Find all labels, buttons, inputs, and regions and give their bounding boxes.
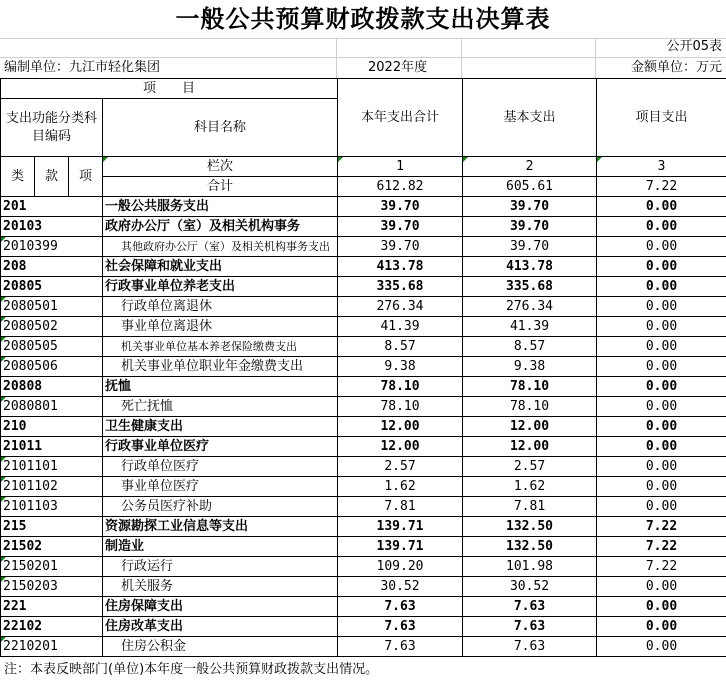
row-basic: 2.57 <box>463 457 597 477</box>
row-basic: 30.52 <box>463 577 597 597</box>
row-subject-name: 事业单位离退休 <box>103 317 338 337</box>
row-total: 41.39 <box>338 317 463 337</box>
table-row <box>1 197 726 217</box>
fiscal-year: 2022年度 <box>368 60 428 75</box>
table-row <box>1 457 726 477</box>
row-subject-name: 住房保障支出 <box>103 597 338 617</box>
row-subject-name: 机关事业单位职业年金缴费支出 <box>103 357 338 377</box>
form-number: 公开05表 <box>666 39 722 54</box>
reporting-unit: 编制单位：九江市轻化集团 <box>4 60 161 75</box>
row-basic: 12.00 <box>463 437 597 457</box>
amount-unit: 金额单位：万元 <box>630 60 722 75</box>
row-code: 201 <box>1 197 103 217</box>
row-project: 0.00 <box>597 277 726 297</box>
table-row <box>1 277 726 297</box>
row-project: 0.00 <box>597 337 726 357</box>
row-basic: 335.68 <box>463 277 597 297</box>
row-basic: 8.57 <box>463 337 597 357</box>
row-project: 0.00 <box>597 577 726 597</box>
row-code: 215 <box>1 517 103 537</box>
row-project: 0.00 <box>597 617 726 637</box>
row-subject-name: 资源勘探工业信息等支出 <box>103 517 338 537</box>
row-project: 0.00 <box>597 377 726 397</box>
row-subject-name: 社会保障和就业支出 <box>103 257 338 277</box>
row-basic: 132.50 <box>463 517 597 537</box>
row-project: 7.22 <box>597 557 726 577</box>
row-total: 276.34 <box>338 297 463 317</box>
column-number-1: 1 <box>338 157 463 177</box>
row-code: 2080502 <box>1 317 103 337</box>
row-code: 21011 <box>1 437 103 457</box>
row-code: 221 <box>1 597 103 617</box>
header-lei: 类 <box>1 157 35 197</box>
table-row <box>1 317 726 337</box>
row-code: 22102 <box>1 617 103 637</box>
header-col-project: 项目支出 <box>597 79 726 157</box>
header-row-item <box>1 79 726 99</box>
row-basic: 1.62 <box>463 477 597 497</box>
row-code: 2210201 <box>1 637 103 657</box>
row-code: 2101102 <box>1 477 103 497</box>
table-row <box>1 357 726 377</box>
row-total: 413.78 <box>338 257 463 277</box>
header-lanci: 栏次 <box>103 157 338 177</box>
row-basic: 7.63 <box>463 617 597 637</box>
row-basic: 276.34 <box>463 297 597 317</box>
row-total: 7.63 <box>338 637 463 657</box>
row-total: 8.57 <box>338 337 463 357</box>
table-row <box>1 297 726 317</box>
table-row <box>1 637 726 657</box>
row-code: 210 <box>1 417 103 437</box>
row-total: 39.70 <box>338 197 463 217</box>
row-total: 30.52 <box>338 577 463 597</box>
row-code: 2080505 <box>1 337 103 357</box>
row-total: 335.68 <box>338 277 463 297</box>
total-label: 合计 <box>103 177 338 197</box>
row-project: 0.00 <box>597 397 726 417</box>
row-total: 9.38 <box>338 357 463 377</box>
column-number-2: 2 <box>463 157 597 177</box>
expenditure-table <box>0 78 726 657</box>
row-subject-name: 行政单位离退休 <box>103 297 338 317</box>
row-project: 0.00 <box>597 637 726 657</box>
row-project: 0.00 <box>597 597 726 617</box>
row-subject-name: 住房改革支出 <box>103 617 338 637</box>
row-code: 20103 <box>1 217 103 237</box>
row-subject-name: 行政事业单位医疗 <box>103 437 338 457</box>
table-row <box>1 417 726 437</box>
row-basic: 78.10 <box>463 397 597 417</box>
row-project: 0.00 <box>597 437 726 457</box>
table-row <box>1 397 726 417</box>
row-basic: 101.98 <box>463 557 597 577</box>
row-project: 0.00 <box>597 477 726 497</box>
row-subject-name: 机关事业单位基本养老保险缴费支出 <box>103 337 338 357</box>
row-project: 0.00 <box>597 317 726 337</box>
total-row <box>1 177 726 197</box>
total-project: 7.22 <box>597 177 726 197</box>
row-total: 139.71 <box>338 517 463 537</box>
footnote: 注：本表反映部门(单位)本年度一般公共预算财政拨款支出情况。 <box>4 662 379 677</box>
row-subject-name: 政府办公厅（室）及相关机构事务 <box>103 217 338 237</box>
row-code: 20805 <box>1 277 103 297</box>
row-code: 20808 <box>1 377 103 397</box>
row-basic: 12.00 <box>463 417 597 437</box>
header-kuan: 款 <box>35 157 69 197</box>
row-total: 7.63 <box>338 617 463 637</box>
table-row <box>1 437 726 457</box>
row-total: 7.81 <box>338 497 463 517</box>
row-subject-name: 行政事业单位养老支出 <box>103 277 338 297</box>
row-total: 1.62 <box>338 477 463 497</box>
row-total: 109.20 <box>338 557 463 577</box>
header-func-code: 支出功能分类科目编码 <box>1 99 103 157</box>
row-basic: 7.81 <box>463 497 597 517</box>
row-project: 0.00 <box>597 297 726 317</box>
row-basic: 132.50 <box>463 537 597 557</box>
row-total: 39.70 <box>338 217 463 237</box>
header-col-basic: 基本支出 <box>463 79 597 157</box>
row-code: 2010399 <box>1 237 103 257</box>
table-row <box>1 517 726 537</box>
row-code: 2080501 <box>1 297 103 317</box>
row-project: 0.00 <box>597 497 726 517</box>
row-subject-name: 事业单位医疗 <box>103 477 338 497</box>
table-row <box>1 477 726 497</box>
row-basic: 78.10 <box>463 377 597 397</box>
total-amount: 612.82 <box>338 177 463 197</box>
row-code: 208 <box>1 257 103 277</box>
header-xiang: 项 <box>69 157 103 197</box>
header-row-lanci <box>1 157 726 177</box>
row-subject-name: 卫生健康支出 <box>103 417 338 437</box>
row-project: 0.00 <box>597 457 726 477</box>
column-number-3: 3 <box>597 157 726 177</box>
header-col-total: 本年支出合计 <box>338 79 463 157</box>
row-total: 2.57 <box>338 457 463 477</box>
row-subject-name: 一般公共服务支出 <box>103 197 338 217</box>
row-total: 78.10 <box>338 377 463 397</box>
row-basic: 9.38 <box>463 357 597 377</box>
row-total: 39.70 <box>338 237 463 257</box>
table-row <box>1 377 726 397</box>
row-total: 78.10 <box>338 397 463 417</box>
row-project: 0.00 <box>597 257 726 277</box>
row-basic: 7.63 <box>463 597 597 617</box>
row-total: 7.63 <box>338 597 463 617</box>
row-code: 2150201 <box>1 557 103 577</box>
row-project: 7.22 <box>597 517 726 537</box>
table-row <box>1 577 726 597</box>
row-subject-name: 死亡抚恤 <box>103 397 338 417</box>
row-basic: 39.70 <box>463 237 597 257</box>
table-row <box>1 537 726 557</box>
row-total: 12.00 <box>338 437 463 457</box>
table-row <box>1 217 726 237</box>
row-basic: 413.78 <box>463 257 597 277</box>
row-project: 7.22 <box>597 537 726 557</box>
row-basic: 41.39 <box>463 317 597 337</box>
row-total: 12.00 <box>338 417 463 437</box>
row-project: 0.00 <box>597 217 726 237</box>
total-basic: 605.61 <box>463 177 597 197</box>
row-basic: 39.70 <box>463 197 597 217</box>
row-subject-name: 公务员医疗补助 <box>103 497 338 517</box>
table-row <box>1 557 726 577</box>
row-subject-name: 抚恤 <box>103 377 338 397</box>
table-row <box>1 237 726 257</box>
row-code: 2080801 <box>1 397 103 417</box>
row-subject-name: 机关服务 <box>103 577 338 597</box>
row-subject-name: 制造业 <box>103 537 338 557</box>
row-project: 0.00 <box>597 357 726 377</box>
header-item: 项 目 <box>1 79 338 99</box>
row-code: 2101103 <box>1 497 103 517</box>
table-row <box>1 597 726 617</box>
row-code: 21502 <box>1 537 103 557</box>
table-row <box>1 257 726 277</box>
row-subject-name: 其他政府办公厅（室）及相关机构事务支出 <box>103 237 338 257</box>
row-project: 0.00 <box>597 237 726 257</box>
row-subject-name: 行政运行 <box>103 557 338 577</box>
row-basic: 39.70 <box>463 217 597 237</box>
row-project: 0.00 <box>597 197 726 217</box>
page-title: 一般公共预算财政拨款支出决算表 <box>175 5 551 33</box>
row-subject-name: 行政单位医疗 <box>103 457 338 477</box>
table-row <box>1 497 726 517</box>
table-row <box>1 617 726 637</box>
row-total: 139.71 <box>338 537 463 557</box>
header-subject-name: 科目名称 <box>103 99 338 157</box>
row-code: 2150203 <box>1 577 103 597</box>
table-row <box>1 337 726 357</box>
row-code: 2101101 <box>1 457 103 477</box>
row-basic: 7.63 <box>463 637 597 657</box>
row-code: 2080506 <box>1 357 103 377</box>
row-subject-name: 住房公积金 <box>103 637 338 657</box>
row-project: 0.00 <box>597 417 726 437</box>
